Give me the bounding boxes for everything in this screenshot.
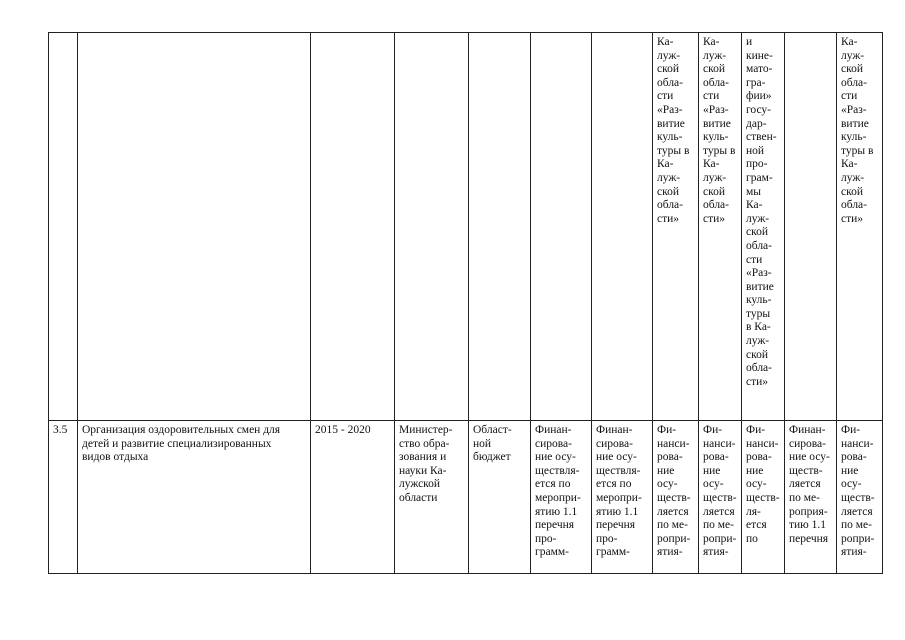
funding-source-cell <box>469 421 531 574</box>
cell-text: Финан- сирова- ние осу- ществля- ется по меропри- ятию 1.1 перечня про- грамм- <box>596 424 642 559</box>
table-cell <box>78 33 311 421</box>
cell-text: Ка- луж- ской обла- сти «Раз- витие куль- туры в Ка- луж- ской обла- сти» <box>657 36 690 225</box>
cell-text: Фи- нанси- рова- ние осу- ществ- ляется по ме- ропри- ятия- <box>657 424 691 559</box>
table-cell <box>49 33 78 421</box>
table-cell <box>742 33 785 421</box>
table-cell <box>592 33 653 421</box>
program-table <box>48 32 883 574</box>
table-cell <box>699 421 742 574</box>
table-row <box>49 421 883 574</box>
cell-text: Ка- луж- ской обла- сти «Раз- витие куль- туры в Ка- луж- ской обла- сти» <box>703 36 736 225</box>
table-cell <box>837 421 883 574</box>
period-cell <box>311 421 395 574</box>
period: 2015 - 2020 <box>315 424 371 436</box>
table-cell <box>531 33 592 421</box>
table-cell <box>653 33 699 421</box>
cell-text: и кине- мато- гра- фии» госу- дар- ствен- ной про- грам- мы Ка- луж- ской обла- сти «Раз- витие куль- туры в Ка- луж- ской обла- сти» <box>746 36 777 388</box>
table-cell <box>785 33 837 421</box>
executor: Министер- ство обра- зования и науки Ка- лужской области <box>399 424 453 504</box>
table-cell <box>653 421 699 574</box>
row-number: 3.5 <box>53 424 68 436</box>
cell-text: Фи- нанси- рова- ние осу- ществ- ля- ется по <box>746 424 780 545</box>
cell-text: Ка- луж- ской обла- сти «Раз- витие куль- туры в Ка- луж- ской обла- сти» <box>841 36 874 225</box>
cell-text: Фи- нанси- рова- ние осу- ществ- ляется по ме- ропри- ятия- <box>841 424 875 559</box>
table-cell <box>592 421 653 574</box>
activity-name: Организация оздоровительных смен для детей и развитие специализированных видов отдыха <box>82 424 281 464</box>
table-cell <box>742 421 785 574</box>
funding-source: Област- ной бюджет <box>473 424 512 464</box>
activity-name-cell <box>78 421 311 574</box>
table-cell <box>531 421 592 574</box>
table-cell <box>311 33 395 421</box>
table-cell <box>395 33 469 421</box>
row-number-cell <box>49 421 78 574</box>
table-cell <box>837 33 883 421</box>
table-cell <box>699 33 742 421</box>
table-row <box>49 33 883 421</box>
cell-text: Финан- сирова- ние осу- ществ- ляется по ме- роприя- тию 1.1 перечня <box>789 424 830 545</box>
executor-cell <box>395 421 469 574</box>
table-cell <box>785 421 837 574</box>
cell-text: Финан- сирова- ние осу- ществля- ется по меропри- ятию 1.1 перечня про- грамм- <box>535 424 581 559</box>
table-cell <box>469 33 531 421</box>
cell-text: Фи- нанси- рова- ние осу- ществ- ляется по ме- ропри- ятия- <box>703 424 737 559</box>
